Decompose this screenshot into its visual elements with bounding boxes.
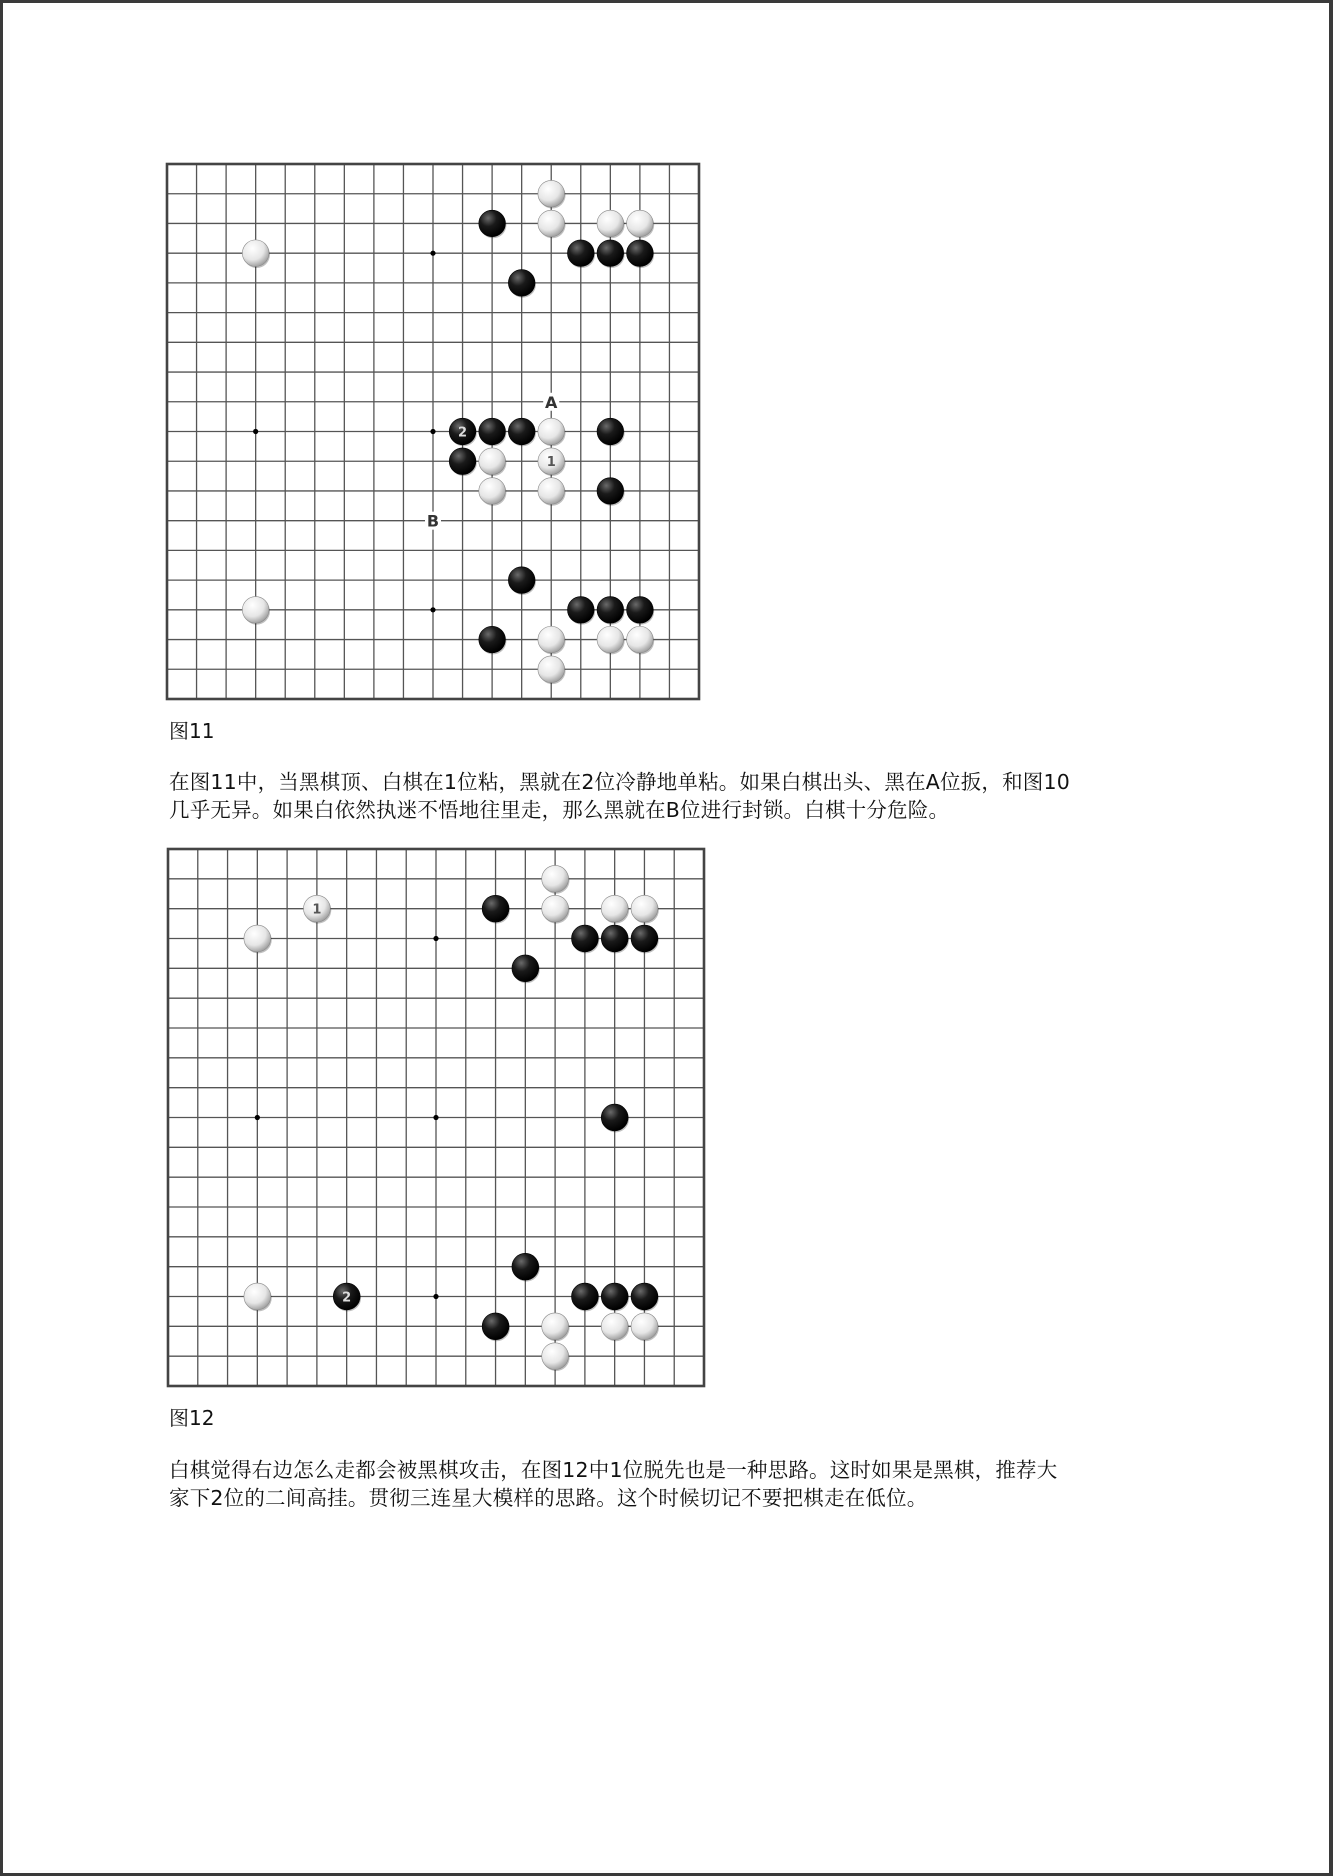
figure-caption-11: 图11 (169, 719, 215, 743)
star-point (430, 429, 435, 434)
figure-caption-12: 图12 (169, 1406, 215, 1430)
star-point (433, 936, 438, 941)
svg-text:2: 2 (458, 425, 468, 441)
star-point (433, 1115, 438, 1120)
star-point (430, 251, 435, 256)
go-board-figure-12 (167, 848, 705, 1387)
star-point (253, 429, 258, 434)
paragraph-figure-11 (169, 768, 1179, 824)
paragraph-line: 几乎无异。如果白依然执迷不悟地往里走，那么黑就在B位进行封锁。白棋十分危险。 (169, 798, 950, 822)
svg-text:1: 1 (312, 902, 322, 918)
star-point (430, 607, 435, 612)
svg-text:2: 2 (342, 1290, 352, 1306)
paragraph-figure-12 (169, 1456, 1179, 1512)
position-marker-b: B (426, 511, 440, 531)
board-svg (167, 848, 705, 1387)
paragraph-line: 在图11中，当黑棋顶、白棋在1位粘，黑就在2位冷静地单粘。如果白棋出头、黑在A位扳，和图10 (169, 770, 1070, 794)
board-svg (166, 163, 700, 700)
star-point (433, 1294, 438, 1299)
go-board-figure-11 (166, 163, 700, 700)
paragraph-line: 白棋觉得右边怎么走都会被黑棋攻击，在图12中1位脱先也是一种思路。这时如果是黑棋，推荐大 (169, 1458, 1058, 1482)
position-marker-a: A (545, 392, 558, 412)
svg-text:1: 1 (546, 455, 556, 471)
paragraph-line: 家下2位的二间高挂。贯彻三连星大模样的思路。这个时候切记不要把棋走在低位。 (169, 1486, 928, 1510)
star-point (255, 1115, 260, 1120)
